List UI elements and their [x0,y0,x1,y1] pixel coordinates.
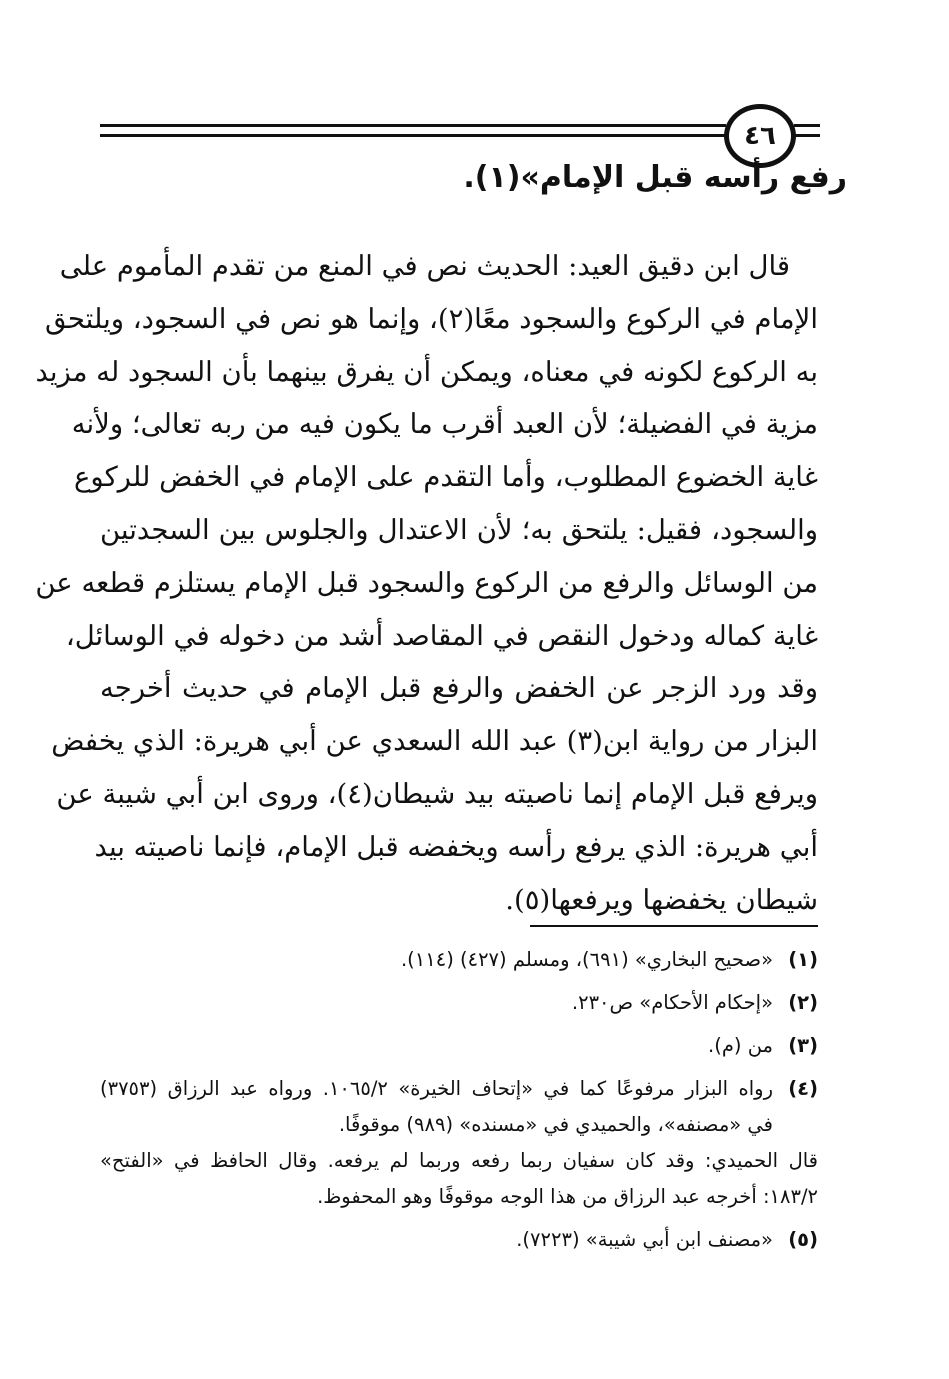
body-line: والسجود، فقيل: يلتحق به؛ لأن الاعتدال والجلوس بين السجدتين [100,513,818,546]
footnote-text: «مصنف ابن أبي شيبة» (٧٢٢٣). [516,1228,773,1251]
footnote-4 [100,1071,818,1143]
body-line: وقد ورد الزجر عن الخفض والرفع قبل الإمام في حديث أخرجه [100,672,818,705]
body-line: من الوسائل والرفع من الركوع والسجود قبل الإمام يستلزم قطعه عن [35,566,818,599]
body-line: غاية كماله ودخول النقص في المقاصد أشد من دخوله في الوسائل، [65,619,818,652]
footnote-3 [100,1028,818,1064]
footnotes [100,942,818,1258]
body-line: مزية في الفضيلة؛ لأن العبد أقرب ما يكون فيه من ربه تعالى؛ ولأنه [71,408,818,441]
footnote-number: (٢) [788,991,818,1014]
footnote-text: قال الحميدي: وقد كان سفيان ربما رفعه وربما لم يرفعه. وقال الحافظ في «الفتح» [100,1149,818,1172]
footnote-1 [100,942,818,978]
footnote-2 [100,985,818,1021]
footnote-number: (١) [788,948,818,971]
footnote-number: (٤) [788,1077,818,1100]
header-rule-top [100,124,726,127]
footnote-4-continuation [100,1143,818,1215]
header-rule-tail-bottom [794,134,820,137]
footnote-text: ١٨٣/٢: أخرجه عبد الرزاق من هذا الوجه موقوفًا وهو المحفوظ. [317,1185,818,1208]
body-line: الإمام في الركوع والسجود معًا(٢)، وإنما هو نص في السجود، ويلتحق [44,302,818,335]
footnote-text: في «مصنفه»، والحميدي في «مسنده» (٩٨٩) موقوفًا. [338,1113,773,1136]
heading-line: رفع رأسه قبل الإمام»(١). [463,160,847,195]
footnote-text: «إحكام الأحكام» ص٢٣٠. [571,991,773,1014]
header-rule-tail-top [794,124,820,127]
body-line: البزار من رواية ابن(٣) عبد الله السعدي عن أبي هريرة: الذي يخفض [51,725,818,758]
body-paragraph [35,240,818,926]
body-line: غاية الخضوع المطلوب، وأما التقدم على الإمام في الخفض للركوع [73,461,818,494]
footnote-text: رواه البزار مرفوعًا كما في «إتحاف الخيرة» ١٠٦٥/٢. ورواه عبد الرزاق (٣٧٥٣) [100,1077,773,1100]
body-line: به الركوع لكونه في معناه، ويمكن أن يفرق بينهما بأن السجود له مزيد [35,355,818,388]
footnote-number: (٥) [788,1228,818,1251]
page-number-badge [724,104,796,168]
footnote-text: «صحيح البخاري» (٦٩١)، ومسلم (٤٢٧) (١١٤). [400,948,773,971]
body-line: شيطان يخفضها ويرفعها(٥). [505,883,818,916]
body-line: قال ابن دقيق العيد: الحديث نص في المنع من تقدم المأموم على [59,250,790,282]
body-line: ويرفع قبل الإمام إنما ناصيته بيد شيطان(٤)، وروى ابن أبي شيبة عن [56,777,818,810]
footnote-number: (٣) [788,1034,818,1057]
footnote-separator [530,925,818,927]
body-line: أبي هريرة: الذي يرفع رأسه ويخفضه قبل الإمام، فإنما ناصيته بيد [94,830,818,863]
page-number: ٤٦ [744,121,776,151]
footnote-text: من (م). [708,1034,773,1057]
header-rule-bottom [100,134,726,137]
footnote-5 [100,1222,818,1258]
